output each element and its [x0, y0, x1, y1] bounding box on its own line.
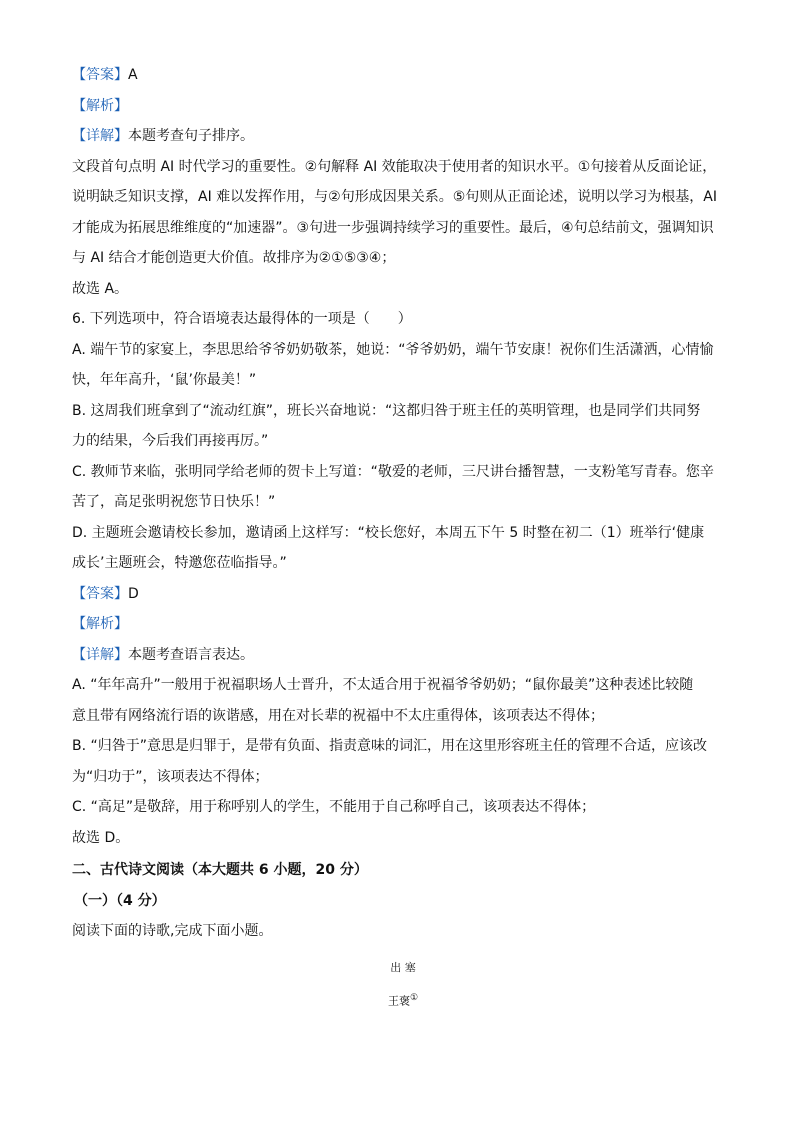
q6-explanation-line: 为“归功于”，该项表达不得体； [72, 768, 269, 785]
q6-stem: 6. 下列选项中，符合语境表达最得体的一项是（ ） [72, 311, 412, 327]
q5-detail-line [72, 121, 726, 152]
analysis-label: 【解析】 [72, 97, 128, 114]
q6-explanation-line: B. “归咎于”意思是归罪于，是带有负面、指责意味的词汇，用在这里形容班主任的管理不合适，应该改 [72, 738, 708, 754]
q5-analysis-line [72, 91, 726, 122]
q5-explanation-line: 说明缺乏知识支撑，AI 难以发挥作用，与②句形成因果关系。⑤句则从正面论述，说明以学习为根基，AI [72, 189, 717, 205]
detail-text: 本题考查句子排序。 [128, 128, 254, 144]
q6-detail-line [72, 640, 726, 671]
detail-label: 【详解】 [72, 128, 128, 144]
detail-text: 本题考查语言表达。 [128, 646, 254, 663]
answer-label: 【答案】 [72, 67, 128, 83]
q5-explanation-line: 才能成为拓展思维维度的“加速器”。③句进一步强调持续学习的重要性。最后，④句总结前文，强调知识 [72, 219, 714, 236]
poem-author: 王褒 [387, 994, 410, 1008]
q6-explanation-line: 意且带有网络流行语的诙谐感，用在对长辈的祝福中不太庄重得体，该项表达不得体； [72, 707, 604, 724]
q5-answer-line [72, 60, 726, 91]
q6-option-b-line: 力的结果，今后我们再接再厉。” [72, 433, 269, 449]
q6-option-d-line: 成长’主题班会，特邀您莅临指导。” [72, 555, 287, 571]
answer-label: 【答案】 [72, 585, 128, 602]
q5-conclusion: 故选 A。 [72, 280, 129, 297]
q5-explanation-line: 文段首句点明 AI 时代学习的重要性。②句解释 AI 效能取决于使用者的知识水平。①句接着从反面论证， [72, 158, 717, 175]
q6-analysis-line [72, 609, 726, 640]
q6-option-a-line: A. 端午节的家宴上，李思思给爷爷奶奶敬茶，她说：“爷爷奶奶，端午节安康！祝你们生活潇洒，心情愉 [72, 341, 714, 358]
q6-option-a-line: 快，年年高升，‘鼠’你最美！” [72, 372, 257, 388]
q5-explanation-line: 与 AI 结合才能创造更大价值。故排序为②①⑤③④； [72, 250, 396, 266]
poem-title: 出 塞 [390, 960, 416, 974]
q6-explanation-line: A. “年年高升”一般用于祝福职场人士晋升，不太适合用于祝福爷爷奶奶；“鼠你最美”这种表述比较随 [72, 677, 694, 693]
q6-answer-line [72, 579, 726, 610]
section-heading: 二、古代诗文阅读（本大题共 6 小题，20 分） [72, 862, 368, 878]
analysis-label: 【解析】 [72, 616, 128, 632]
q6-option-c-line: 苦了，高足张明祝您节日快乐！” [72, 494, 276, 510]
detail-label: 【详解】 [72, 646, 128, 663]
q6-option-d-line: D. 主题班会邀请校长参加，邀请函上这样写：“校长您好，本周五下午 5 时整在初二（1）班举行‘健康 [72, 524, 705, 541]
reading-instruction: 阅读下面的诗歌,完成下面小题。 [72, 923, 273, 939]
answer-value: A [128, 67, 138, 83]
answer-value: D [128, 585, 139, 602]
footnote-mark: ① [409, 993, 419, 1003]
document-page [72, 60, 726, 1017]
q6-option-c-line: C. 教师节来临，张明同学给老师的贺卡上写道：“敬爱的老师，三尺讲台播智慧，一支粉笔写青春。您辛 [72, 463, 714, 480]
q6-option-b-line: B. 这周我们班拿到了“流动红旗”，班长兴奋地说：“这都归咎于班主任的英明管理，也是同学们共同努 [72, 402, 701, 419]
q6-conclusion: 故选 D。 [72, 829, 130, 846]
q6-explanation-line: C. “高足”是敬辞，用于称呼别人的学生，不能用于自己称呼自己，该项表达不得体； [72, 799, 596, 815]
subsection-heading: （一）（4 分） [74, 892, 166, 909]
poem-author-line [72, 983, 726, 1017]
